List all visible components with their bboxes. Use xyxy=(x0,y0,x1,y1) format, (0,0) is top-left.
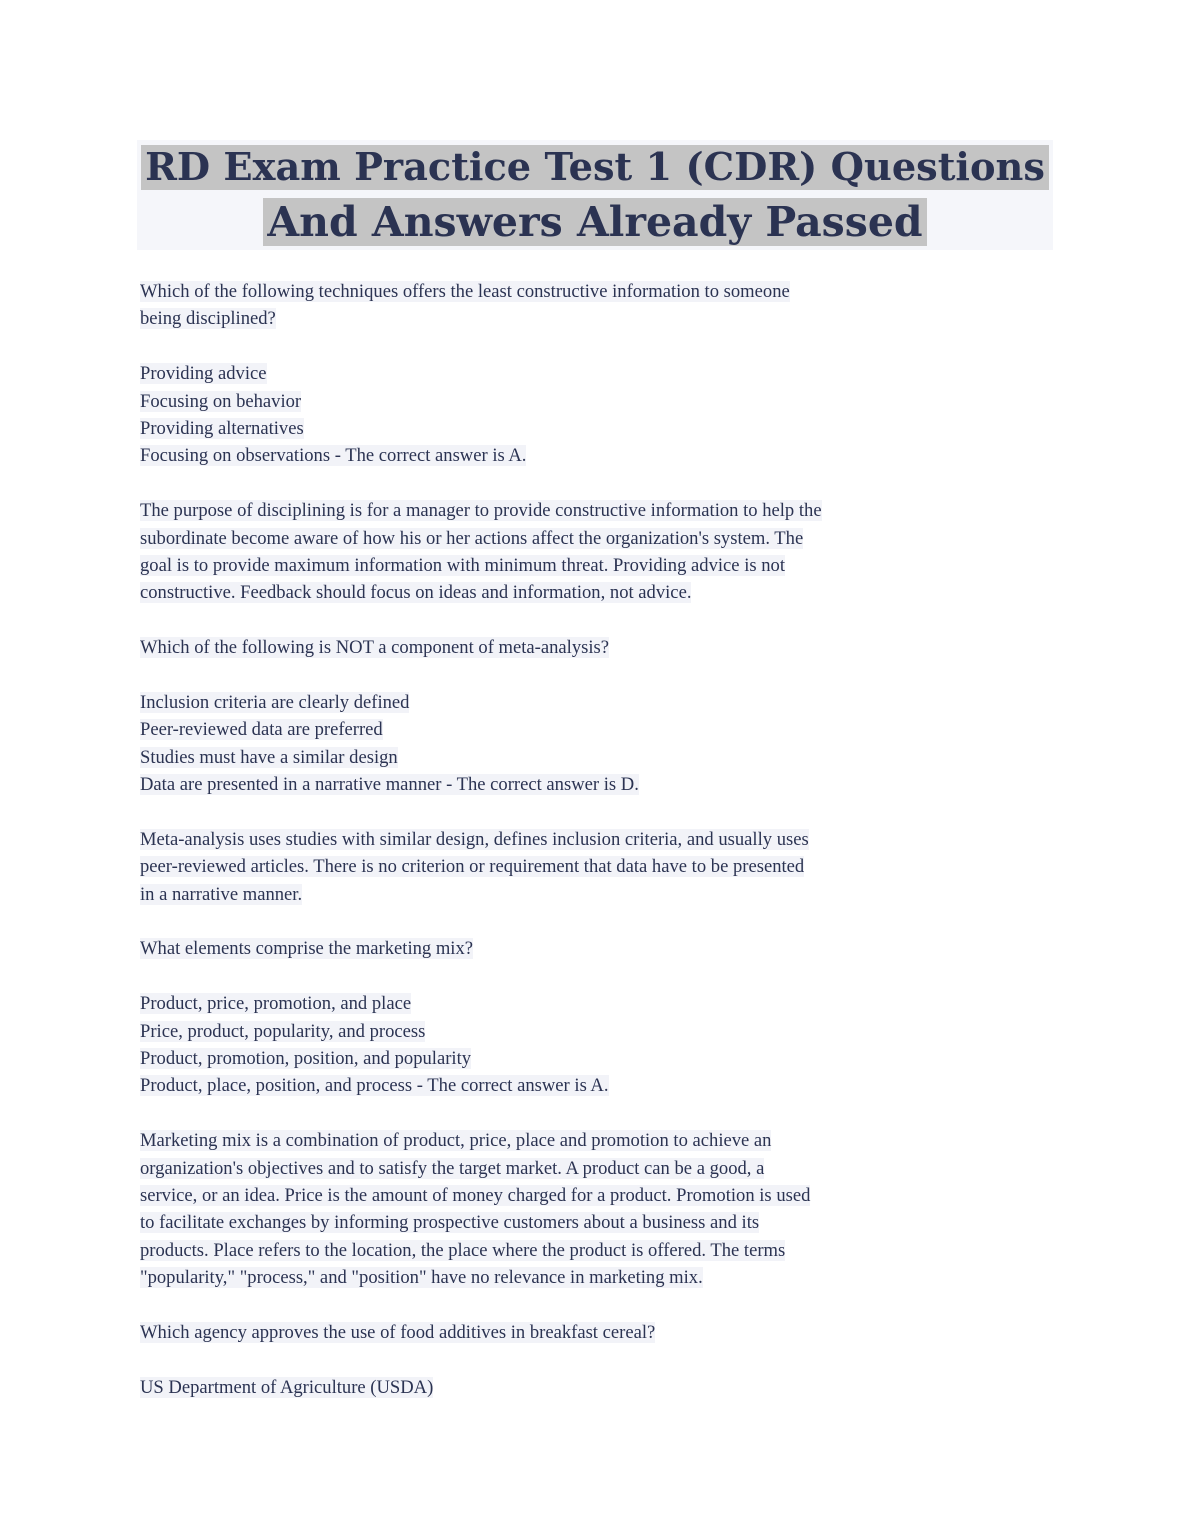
q3-explanation-line: "popularity," "process," and "position" have no relevance in marketing mix. xyxy=(140,1267,703,1289)
title-line-2: And Answers Already Passed xyxy=(137,195,1053,250)
q2-explanation-line: in a narrative manner. xyxy=(140,883,303,905)
q1-option-b: Focusing on behavior xyxy=(140,390,302,412)
q1-explanation-line: subordinate become aware of how his or her actions affect the organization's system. The xyxy=(140,527,804,549)
q2-option-d: Data are presented in a narrative manner - The correct answer is D. xyxy=(140,774,639,796)
q2-explanation-line: peer-reviewed articles. There is no criterion or requirement that data have to be presented xyxy=(140,856,805,878)
q3-explanation-line: Marketing mix is a combination of product, price, place and promotion to achieve an xyxy=(140,1130,772,1152)
q4-option-a: US Department of Agriculture (USDA) xyxy=(140,1376,434,1398)
q4-question-line: Which agency approves the use of food additives in breakfast cereal? xyxy=(140,1321,656,1343)
q2-option-b: Peer-reviewed data are preferred xyxy=(140,719,383,741)
q2-option-c: Studies must have a similar design xyxy=(140,746,398,768)
q1-explanation-line: The purpose of disciplining is for a manager to provide constructive information to help the xyxy=(140,500,822,522)
document-title xyxy=(137,140,1053,250)
q2-question-line: Which of the following is NOT a component of meta-analysis? xyxy=(140,637,610,659)
q3-option-a: Product, price, promotion, and place xyxy=(140,993,412,1015)
q3-explanation-line: products. Place refers to the location, the place where the product is offered. The terms xyxy=(140,1239,786,1261)
q3-explanation-line: service, or an idea. Price is the amount of money charged for a product. Promotion is used xyxy=(140,1184,811,1206)
q3-option-c: Product, promotion, position, and popularity xyxy=(140,1047,472,1069)
q1-option-c: Providing alternatives xyxy=(140,417,304,439)
q1-question-line: being disciplined? xyxy=(140,308,276,330)
q1-explanation-line: constructive. Feedback should focus on ideas and information, not advice. xyxy=(140,582,692,604)
q3-question-line: What elements comprise the marketing mix? xyxy=(140,938,474,960)
title-line-1: RD Exam Practice Test 1 (CDR) Questions xyxy=(137,140,1053,195)
q3-explanation-line: organization's objectives and to satisfy the target market. A product can be a good, a xyxy=(140,1157,765,1179)
q1-explanation-line: goal is to provide maximum information with minimum threat. Providing advice is not xyxy=(140,554,786,576)
q2-option-a: Inclusion criteria are clearly defined xyxy=(140,691,410,713)
q1-option-a: Providing advice xyxy=(140,363,267,385)
q3-option-b: Price, product, popularity, and process xyxy=(140,1020,426,1042)
q1-question-line: Which of the following techniques offers the least constructive information to someone xyxy=(140,281,790,302)
q1-option-d: Focusing on observations - The correct answer is A. xyxy=(140,445,527,467)
q2-explanation-line: Meta-analysis uses studies with similar design, defines inclusion criteria, and usually uses xyxy=(140,828,809,850)
document-body xyxy=(140,278,1055,1401)
q3-explanation-line: to facilitate exchanges by informing prospective customers about a business and its xyxy=(140,1212,760,1234)
q3-option-d: Product, place, position, and process - The correct answer is A. xyxy=(140,1075,609,1097)
